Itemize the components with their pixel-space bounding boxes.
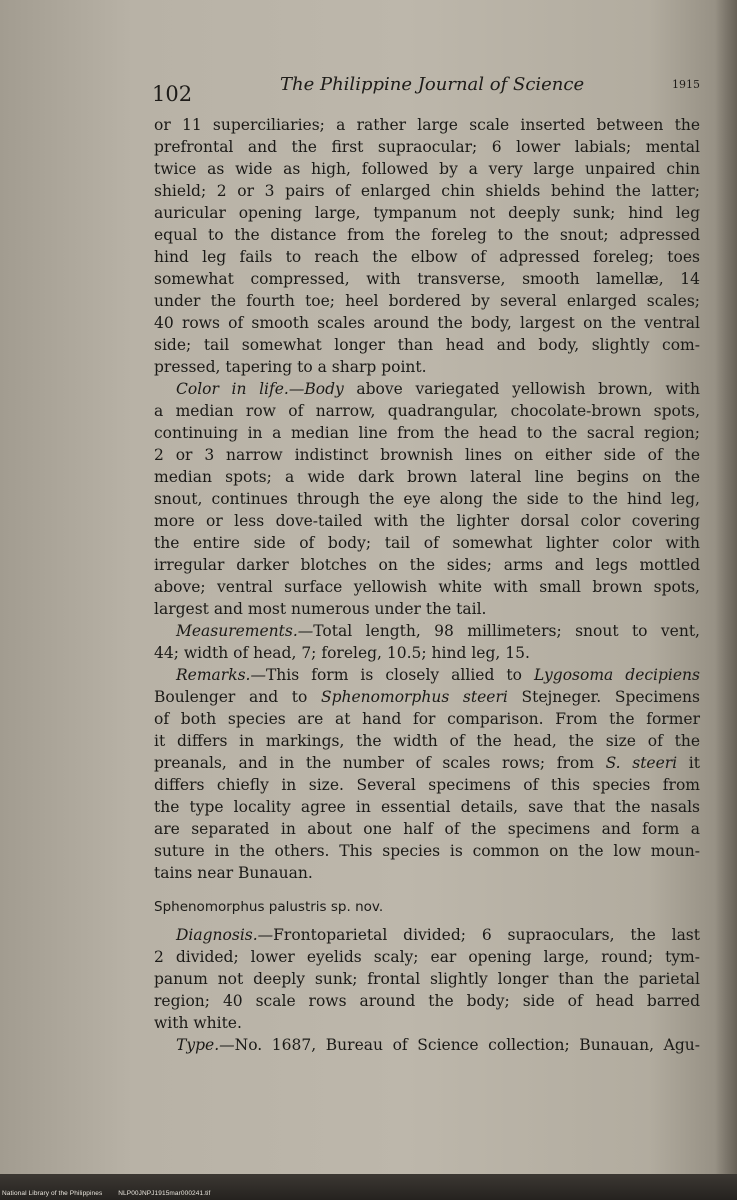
text-line: above; ventral surface yellowish white with small brown spots, xyxy=(154,578,700,596)
text-line: the type locality agree in essential details, save that the nasals xyxy=(154,798,700,816)
scan-footer-text xyxy=(2,1190,224,1197)
text-span: above variegated yellowish brown, with xyxy=(356,380,700,398)
text-span: Stejneger. Specimens xyxy=(521,688,700,706)
text-line: a median row of narrow, quadrangular, chocolate-brown spots, xyxy=(154,402,700,420)
text-line: or 11 superciliaries; a rather large scale inserted between the xyxy=(154,116,700,134)
text-line: the entire side of body; tail of somewhat lighter color with xyxy=(154,534,700,552)
text-span: it xyxy=(688,754,700,772)
text-line: suture in the others. This species is common on the low moun- xyxy=(154,842,700,860)
header-year: 1915 xyxy=(672,78,700,91)
diagnosis-label: Diagnosis.— xyxy=(176,926,274,944)
text-span: Frontoparietal divided; 6 supraoculars, the last xyxy=(273,926,700,944)
text-line: twice as wide as high, followed by a very large unpaired chin xyxy=(154,160,700,178)
text-line: more or less dove-tailed with the lighter dorsal color covering xyxy=(154,512,700,530)
measurements-line xyxy=(154,620,700,642)
running-title: The Philippine Journal of Science xyxy=(280,74,585,95)
text-line: it differs in markings, the width of the head, the size of the xyxy=(154,732,700,750)
text-line: snout, continues through the eye along the side to the hind leg, xyxy=(154,490,700,508)
species-heading: Sphenomorphus palustris sp. nov. xyxy=(154,899,384,915)
remarks-line xyxy=(154,664,700,686)
text-line: pressed, tapering to a sharp point. xyxy=(154,358,427,376)
page-header xyxy=(152,70,700,106)
text-line: somewhat compressed, with transverse, smooth lamellæ, 14 xyxy=(154,270,700,288)
type-label: Type.— xyxy=(176,1036,235,1054)
measurements-label: Measurements.— xyxy=(176,622,314,640)
text-line: largest and most numerous under the tail. xyxy=(154,600,487,618)
text-line: auricular opening large, tympanum not deeply sunk; hind leg xyxy=(154,204,700,222)
text-line: tains near Bunauan. xyxy=(154,864,313,882)
text-line: 44; width of head, 7; foreleg, 10.5; hind leg, 15. xyxy=(154,644,530,662)
color-in-life-line xyxy=(154,378,700,400)
text-span: No. 1687, Bureau of Science collection; Bunauan, Agu- xyxy=(234,1036,700,1054)
remarks-line-5 xyxy=(154,752,700,774)
text-line: 2 or 3 narrow indistinct brownish lines on either side of the xyxy=(154,446,700,464)
scan-footer-strip xyxy=(0,1174,737,1200)
text-line: side; tail somewhat longer than head and body, slightly com- xyxy=(154,336,700,354)
type-line xyxy=(154,1034,700,1056)
page-edge-shadow xyxy=(715,0,737,1200)
remarks-label: Remarks.— xyxy=(176,666,266,684)
text-line: region; 40 scale rows around the body; side of head barred xyxy=(154,992,700,1010)
species-name-sphenomorphus-steeri: Sphenomorphus steeri xyxy=(320,688,508,706)
library-credit: National Library of the Philippines xyxy=(2,1190,103,1197)
text-line: hind leg fails to reach the elbow of adpressed foreleg; toes xyxy=(154,248,700,266)
text-line: prefrontal and the first supraocular; 6 lower labials; mental xyxy=(154,138,700,156)
text-line: differs chiefly in size. Several specimens of this species from xyxy=(154,776,700,794)
text-line: of both species are at hand for comparison. From the former xyxy=(154,710,700,728)
text-line: irregular darker blotches on the sides; arms and legs mottled xyxy=(154,556,700,574)
remarks-line-2 xyxy=(154,686,700,708)
text-span: Total length, 98 millimeters; snout to vent, xyxy=(313,622,700,640)
text-line: 40 rows of smooth scales around the body, largest on the ventral xyxy=(154,314,700,332)
text-line: equal to the distance from the foreleg to the snout; adpressed xyxy=(154,226,700,244)
color-in-life-label: Color in life.—Body xyxy=(176,380,344,398)
text-span: This form is closely allied to xyxy=(265,666,522,684)
text-line: median spots; a wide dark brown lateral line begins on the xyxy=(154,468,700,486)
scan-filename: NLP00JNPJ1915mar000241.tif xyxy=(118,1190,211,1197)
species-name-lygosoma: Lygosoma decipiens xyxy=(534,666,700,684)
text-line: panum not deeply sunk; frontal slightly longer than the parietal xyxy=(154,970,700,988)
page-number: 102 xyxy=(152,82,193,106)
text-line: shield; 2 or 3 pairs of enlarged chin shields behind the latter; xyxy=(154,182,700,200)
body-text xyxy=(154,114,700,1056)
species-name-s-steeri: S. steeri xyxy=(605,754,678,772)
text-line: with white. xyxy=(154,1014,242,1032)
text-line: are separated in about one half of the specimens and form a xyxy=(154,820,700,838)
diagnosis-line xyxy=(154,924,700,946)
text-span: Boulenger and to xyxy=(154,688,308,706)
text-line: under the fourth toe; heel bordered by several enlarged scales; xyxy=(154,292,700,310)
text-span: preanals, and in the number of scales rows; from xyxy=(154,754,594,772)
text-line: 2 divided; lower eyelids scaly; ear opening large, round; tym- xyxy=(154,948,700,966)
text-line: continuing in a median line from the head to the sacral region; xyxy=(154,424,700,442)
